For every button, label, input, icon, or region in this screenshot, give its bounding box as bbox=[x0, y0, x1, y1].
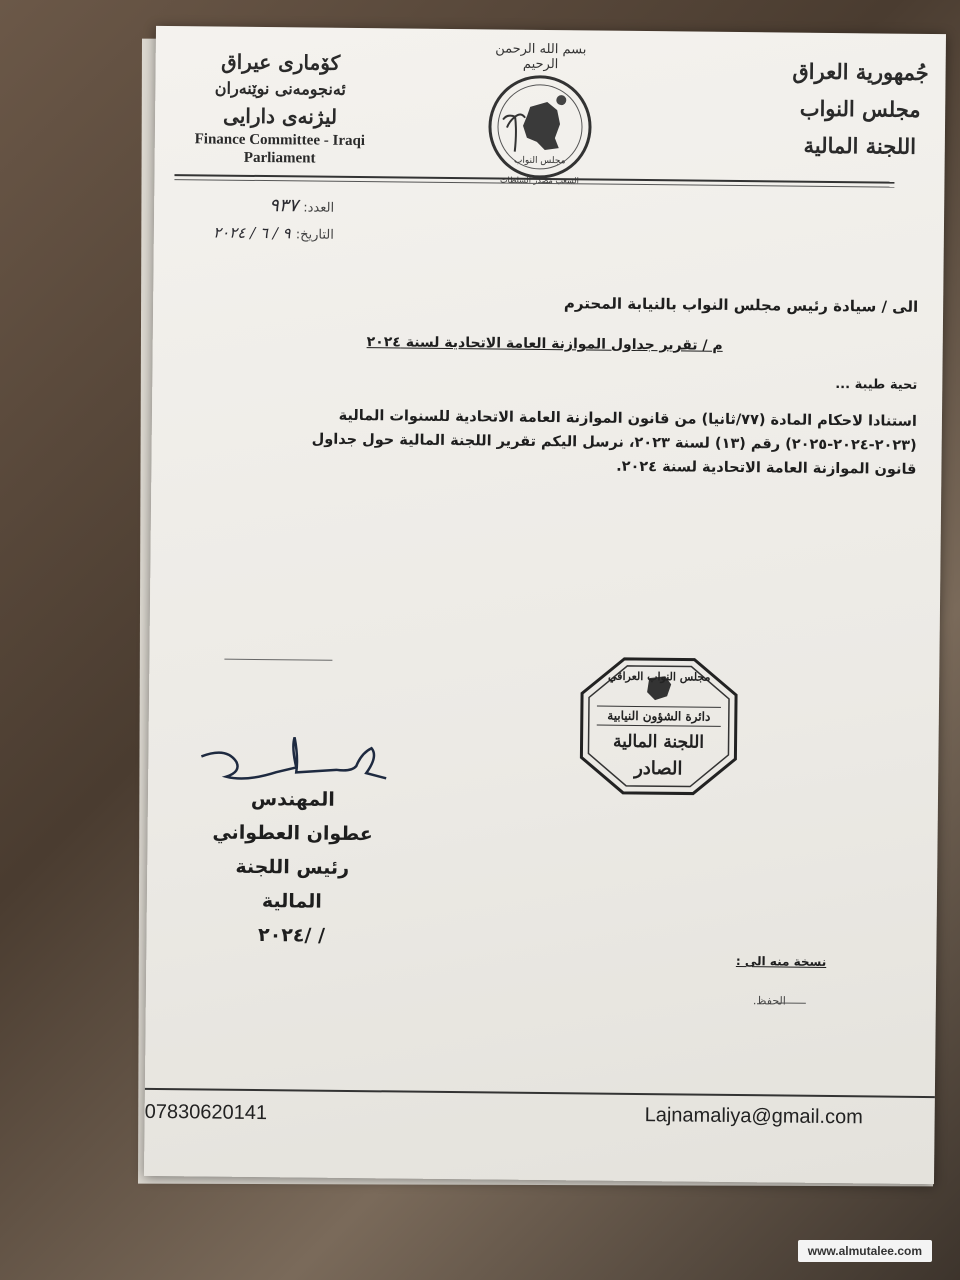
paragraph-line-1: استنادا لاحكام المادة (٧٧/ثانيا) من قانون الموازنة العامة الاتحادية للسنوات المالية bbox=[338, 407, 918, 430]
signatory-name: عطوان العطواني bbox=[212, 821, 373, 846]
stamp-committee: اللجنة المالية bbox=[612, 731, 705, 753]
paragraph-line-3: قانون الموازنة العامة الاتحادية لسنة ٢٠٢٤. bbox=[616, 458, 917, 478]
copy-to-label: نسخة منه الى : bbox=[735, 954, 827, 969]
seal-bottom-text: الشعب مصدر السلطات bbox=[499, 175, 579, 186]
date-row bbox=[194, 222, 334, 242]
footer-phone: 07830620141 bbox=[144, 1100, 268, 1125]
signature-date: / /٢٠٢٤ bbox=[257, 924, 326, 947]
date-value: ٩ / ٦ / ٢٠٢٤ bbox=[213, 223, 291, 243]
signature-separator bbox=[224, 659, 332, 661]
reference-number-row bbox=[194, 194, 334, 216]
signatory-title: المهندس bbox=[250, 787, 336, 811]
copy-to-item: الحفظ. bbox=[752, 994, 786, 1008]
footer-divider bbox=[145, 1088, 935, 1098]
header-arabic-block bbox=[775, 52, 946, 165]
basmala-text: بسم الله الرحمن الرحيم bbox=[495, 41, 587, 73]
stamp-outgoing: الصادر bbox=[634, 757, 683, 780]
header-kurdish-english-block bbox=[185, 46, 376, 168]
header-kurdish-line-2: ئەنجومەنی نوێنەران bbox=[214, 78, 347, 99]
letter-page bbox=[144, 26, 946, 1184]
stamp-ring-text: مجلس النواب العراقي bbox=[607, 669, 711, 684]
seal-top-text: مجلس النواب bbox=[513, 155, 566, 167]
number-label: العدد: bbox=[303, 200, 335, 216]
official-stamp bbox=[578, 655, 739, 797]
header-english-line-1: Finance Committee - Iraqi bbox=[194, 131, 366, 150]
signatory-position: رئيس اللجنة المالية bbox=[235, 855, 350, 913]
recipient-line: الى / سيادة رئيس مجلس النواب بالنيابة المحترم bbox=[563, 294, 919, 316]
header-republic: جُمهورية العراق bbox=[792, 58, 929, 85]
date-label: التاريخ: bbox=[295, 227, 334, 243]
stamp-department: دائرة الشؤون النيابية bbox=[597, 706, 721, 727]
subject-line: م / تقرير جداول الموازنة العامة الاتحادية لسنة ٢٠٢٤ bbox=[366, 334, 723, 354]
greeting: تحية طيبة ... bbox=[835, 377, 918, 393]
header-kurdish-line-1: كۆماری عیراق bbox=[221, 49, 341, 75]
parliament-seal bbox=[479, 41, 601, 192]
footer-email: Lajnamaliya@gmail.com bbox=[644, 1104, 863, 1129]
header-english-line-2: Parliament bbox=[243, 149, 316, 167]
header-kurdish-line-3: لیژنەی دارایی bbox=[222, 103, 338, 129]
letter-paragraph bbox=[231, 403, 917, 482]
site-watermark: www.almutalee.com bbox=[798, 1240, 932, 1262]
number-value: ٩٣٧ bbox=[269, 195, 299, 217]
header-committee: اللجنة المالية bbox=[803, 132, 917, 159]
signature-block bbox=[206, 781, 378, 953]
paragraph-line-2: (٢٠٢٣-٢٠٢٤-٢٠٢٥) رقم (١٣) لسنة ٢٠٢٣، نرسل اليكم تقرير اللجنة المالية حول جداول bbox=[311, 431, 917, 454]
header-parliament: مجلس النواب bbox=[799, 95, 921, 122]
